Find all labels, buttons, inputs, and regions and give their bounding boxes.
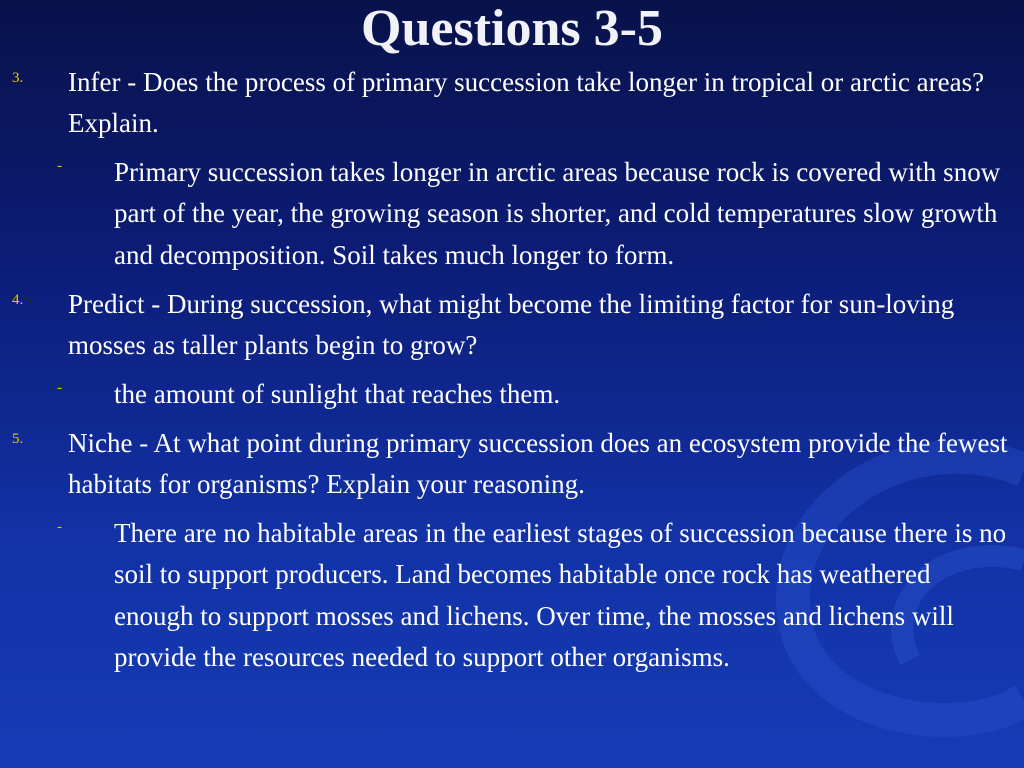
answer-item-5	[0, 513, 1024, 678]
answer-bullet: -	[57, 379, 62, 396]
answer-item-3	[0, 152, 1024, 276]
slide-title: Questions 3-5	[361, 0, 663, 57]
question-number: 5.	[12, 431, 24, 448]
question-number: 4.	[12, 291, 24, 308]
answer-bullet: -	[57, 519, 62, 536]
answer-bullet: -	[57, 158, 62, 174]
question-number: 3.	[12, 70, 24, 86]
question-text: Niche - At what point during primary succession does an ecosystem provide the fewest habitats for organisms? Explain your reasoning.	[68, 428, 1008, 500]
answer-text: There are no habitable areas in the earliest stages of succession because there is no soil to support producers. Land becomes habitable once rock has weathered enough to support mosses and lichens. Over time, the mosses and lichens will provide the resources needed to support other organisms.	[114, 518, 1007, 673]
question-item-3	[0, 62, 1024, 144]
question-text: Predict - During succession, what might become the limiting factor for sun-loving mosses as taller plants begin to grow?	[68, 288, 955, 360]
slide-content	[0, 62, 1024, 678]
question-item-5	[0, 423, 1024, 505]
answer-item-4	[0, 374, 1024, 415]
question-text: Infer - Does the process of primary succession take longer in tropical or arctic areas? Explain.	[68, 67, 985, 138]
question-item-4	[0, 284, 1024, 366]
answer-text: the amount of sunlight that reaches them.	[114, 378, 561, 409]
answer-text: Primary succession takes longer in arctic areas because rock is covered with snow part of the year, the growing season is shorter, and cold temperatures slow growth and decomposition. Soil takes much longer to form.	[114, 157, 1001, 270]
